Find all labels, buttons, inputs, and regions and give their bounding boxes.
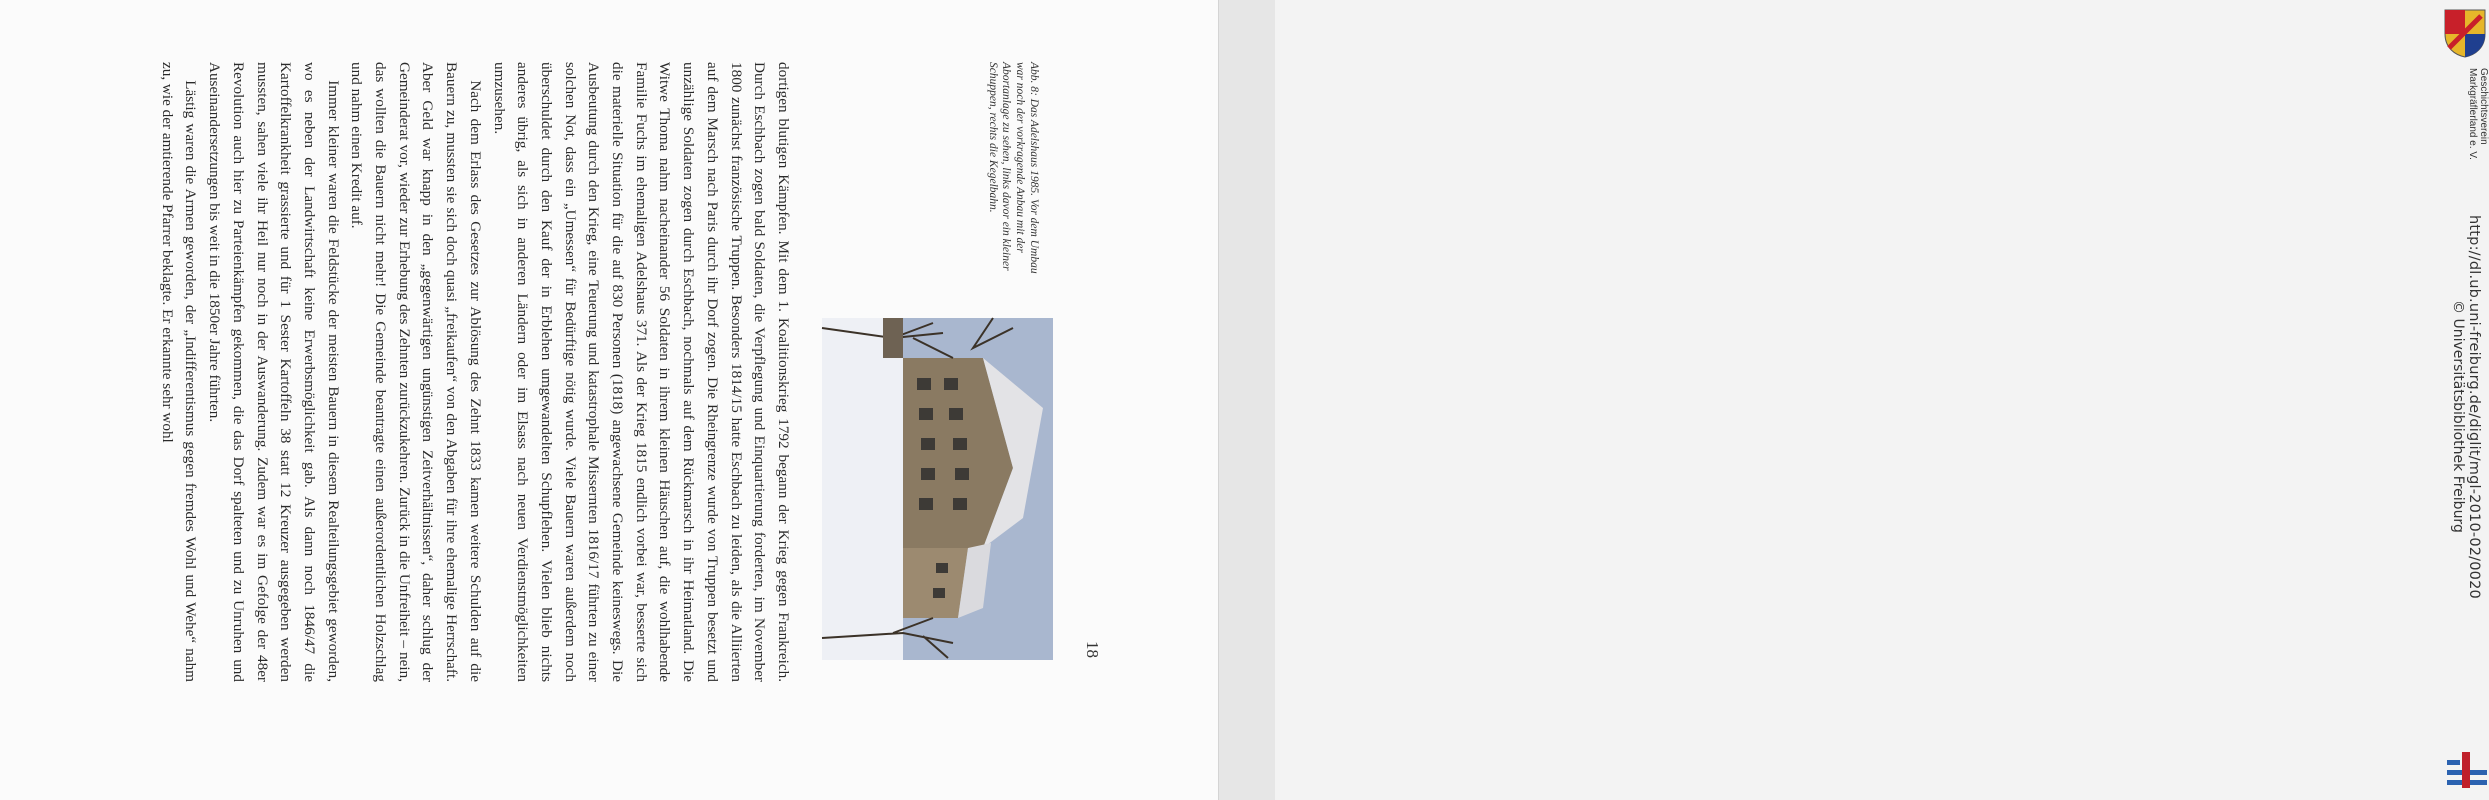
body-text: [105, 62, 795, 682]
body-paragraph: Immer kleiner waren die Feldstücke der meisten Bauern in diesem Realteilungsgebiet geworden, wo es neben der Landwirtschaft keine Erwerbsmöglichkeit gab. Als dann noch 1846/47 die Kartoffelkrankheit grassierte und für 1 Sester Kartoffeln 38 statt 12 Kreuzer ausgegeben werden mussten, sahen viele ihr Heil nur noch in der Auswanderung. Zudem war es im Gefolge der 48er Revolution auch hier zu Parteienkämpfen gekommen, die das Dorf spalteten und zu Unruhen und Auseinandersetzungen bis weit in die 1850er Jahre führten.: [206, 62, 342, 682]
university-library-logo-icon: [2445, 750, 2489, 790]
publisher-line: Geschichtsverein: [2478, 68, 2489, 145]
publisher-line: Markgräflerland e. V.: [2467, 68, 2478, 160]
scanned-page: [0, 0, 1218, 800]
body-paragraph: dortigen blutigen Kämpfen. Mit dem 1. Koalitionskrieg 1792 begann der Krieg gegen Frankreich. Durch Eschbach zogen bald Soldaten, die Verpflegung und Einquartierung forderten, im November 1800 zunächst französische Truppen. Besonders 1814/15 hatte Eschbach zu leiden, als die Alliierten auf dem Marsch nach Paris durch ihr Dorf zogen. Die Rheingrenze wurde von Truppen besetzt und unzählige Soldaten zogen durch Eschbach, nochmals auf dem Rückmarsch in ihr Heimatland. Die Witwe Thoma nahm nacheinander 56 Soldaten in ihrem kleinen Häuschen auf, die wohlhabende Familie Fuchs im ehemaligen Adelshaus 371. Als der Krieg 1815 endlich vorbei war, besserte sich die materielle Situation für die auf 830 Personen (1818) angewachsene Gemeinde keineswegs. Die Ausbeutung durch den Krieg, eine Teuerung und katastrophale Missernten 1816/17 führten zu einer solchen Not, dass ein „Umessen“ für Bedürftige nötig wurde. Viele Bauern waren außerdem noch überschuldet durch den Kauf der in Erblehen umgewandelten Schupflehen. Vielen blieb nichts anderes übrig, als sich in anderen Ländern oder im Elsass nach neuen Verdienstmöglichkeiten umzusehen.: [490, 62, 792, 682]
adelshaus-photo: [822, 318, 1053, 660]
copyright-text: © Universitätsbibliothek Freiburg: [2450, 300, 2466, 533]
coat-of-arms-icon: [2441, 8, 2489, 58]
figure-caption: Abb. 8: Das Adelshaus 1985. Vor dem Umbau war noch der vorkragende Anbau mit der Abortanlage zu sehen, links davor ein kleiner Schuppen, rechts die Kegelbahn.: [986, 62, 1040, 274]
viewer-sidebar: [1218, 0, 2489, 800]
document-url-link[interactable]: http://dl.ub.uni-freiburg.de/diglit/mgl-2010-02/0020: [2466, 215, 2482, 599]
adelshaus-photo-drawing: [822, 318, 1053, 660]
page-number: 18: [1083, 641, 1102, 658]
body-paragraph: Lästig waren die Armen geworden, der „Indifferentismus gegen fremdes Wohl und Wehe“ nahm zu, wie der amtierende Pfarrer beklagte. Er erkannte sehr wohl: [158, 62, 200, 682]
body-paragraph: Nach dem Erlass des Gesetzes zur Ablösung des Zehnt 1833 kamen weitere Schulden auf die Bauern zu, mussten sie sich doch quasi „freikaufen“ von den Abgaben für ihre ehemalige Herrschaft. Aber Geld war knapp in den „gegenwärtigen ungünstigen Zeitverhältnissen“, daher schlug der Gemeinderat vor, wieder zur Erhebung des Zehnten zurückzukehren. Zurück in die Unfreiheit – nein, das wollten die Bauern nicht mehr! Die Gemeinde beantragte einen außerordentlichen Holzschlag und nahm einen Kredit auf.: [348, 62, 484, 682]
publisher-label: [2467, 68, 2489, 160]
